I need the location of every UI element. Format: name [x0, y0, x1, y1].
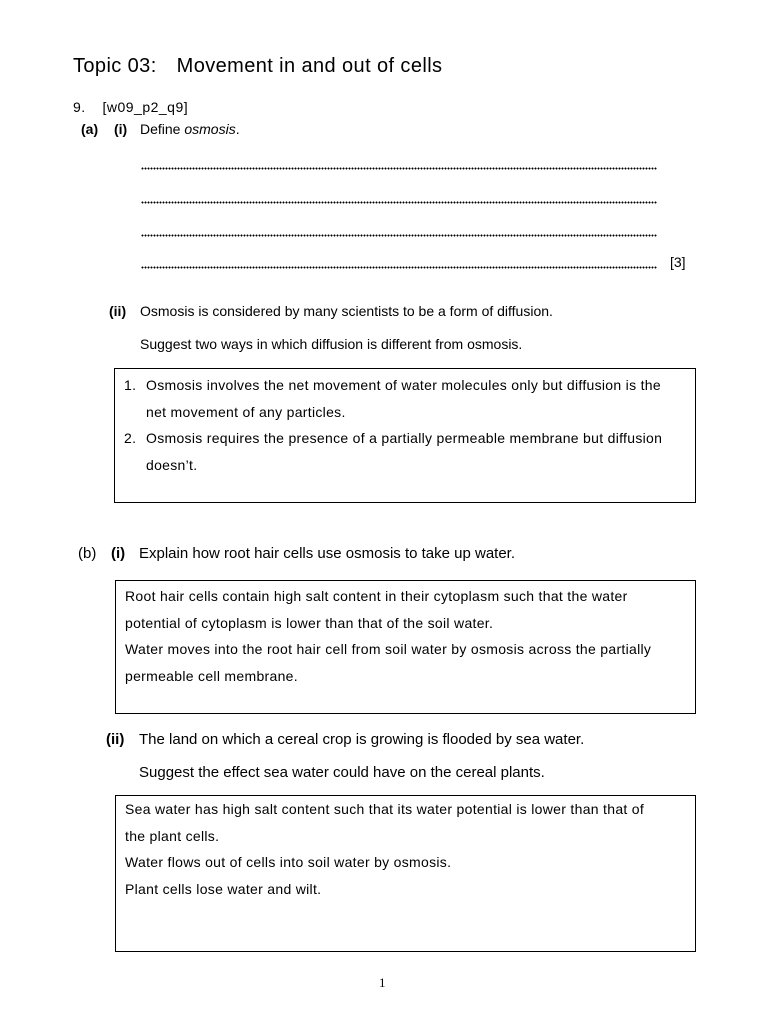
page-number: 1	[379, 975, 386, 990]
answer-box-b-i	[115, 580, 696, 714]
answer-text: Osmosis involves the net movement of water molecules only but diffusion is the	[146, 377, 661, 393]
answer-line	[141, 266, 657, 269]
answer-box-b-ii	[115, 795, 696, 952]
page-title	[73, 55, 442, 78]
topic-title: Movement in and out of cells	[176, 55, 443, 77]
answer-text: Osmosis requires the presence of a partially permeable membrane but diffusion	[146, 430, 663, 446]
answer-item	[124, 425, 695, 478]
topic-number: Topic 03:	[73, 55, 157, 77]
answer-box-a-ii	[114, 368, 696, 503]
prompt-term: osmosis	[184, 121, 236, 137]
answer-line	[141, 234, 657, 237]
part-a-ii-statement: Osmosis is considered by many scientists to be a form of diffusion.	[140, 303, 553, 319]
answer-item	[124, 372, 695, 425]
prompt-lead: Define	[140, 121, 185, 137]
part-a-label: (a)	[81, 121, 99, 137]
answer-line	[141, 167, 657, 170]
answer-text: Sea water has high salt content such that its water potential is lower than that of	[125, 801, 645, 817]
part-b-i-label: (i)	[111, 545, 126, 562]
part-b-ii-prompt: Suggest the effect sea water could have on the cereal plants.	[139, 764, 545, 781]
answer-text: doesn’t.	[146, 456, 198, 473]
part-b-label: (b)	[78, 545, 97, 562]
answer-text: permeable cell membrane.	[125, 667, 298, 684]
answer-line	[141, 201, 657, 204]
answer-text: potential of cytoplasm is lower than that of the soil water.	[125, 614, 494, 631]
answer-text: Water moves into the root hair cell from soil water by osmosis across the partially	[125, 641, 652, 657]
part-a-ii-label: (ii)	[109, 303, 127, 319]
part-b-i-prompt: Explain how root hair cells use osmosis to take up water.	[139, 545, 516, 562]
part-a-i-prompt	[140, 121, 240, 137]
question-code: [w09_p2_q9]	[102, 99, 189, 115]
answer-text: Root hair cells contain high salt content in their cytoplasm such that the water	[125, 588, 628, 604]
part-b-ii-label: (ii)	[106, 731, 125, 748]
part-b-ii-statement: The land on which a cereal crop is growing is flooded by sea water.	[139, 731, 585, 748]
part-a-i-label: (i)	[114, 121, 128, 137]
question-number: 9.	[73, 99, 86, 115]
item-number: 2.	[124, 430, 137, 446]
prompt-end: .	[235, 121, 240, 137]
part-a-ii-prompt: Suggest two ways in which diffusion is different from osmosis.	[140, 336, 523, 352]
answer-text: the plant cells.	[125, 827, 220, 844]
item-number: 1.	[124, 377, 137, 393]
marks-label: [3]	[670, 254, 686, 270]
question-header	[73, 99, 188, 115]
answer-text: Water flows out of cells into soil water by osmosis.	[125, 854, 452, 870]
answer-text: Plant cells lose water and wilt.	[125, 880, 322, 897]
answer-text: net movement of any particles.	[146, 403, 346, 420]
